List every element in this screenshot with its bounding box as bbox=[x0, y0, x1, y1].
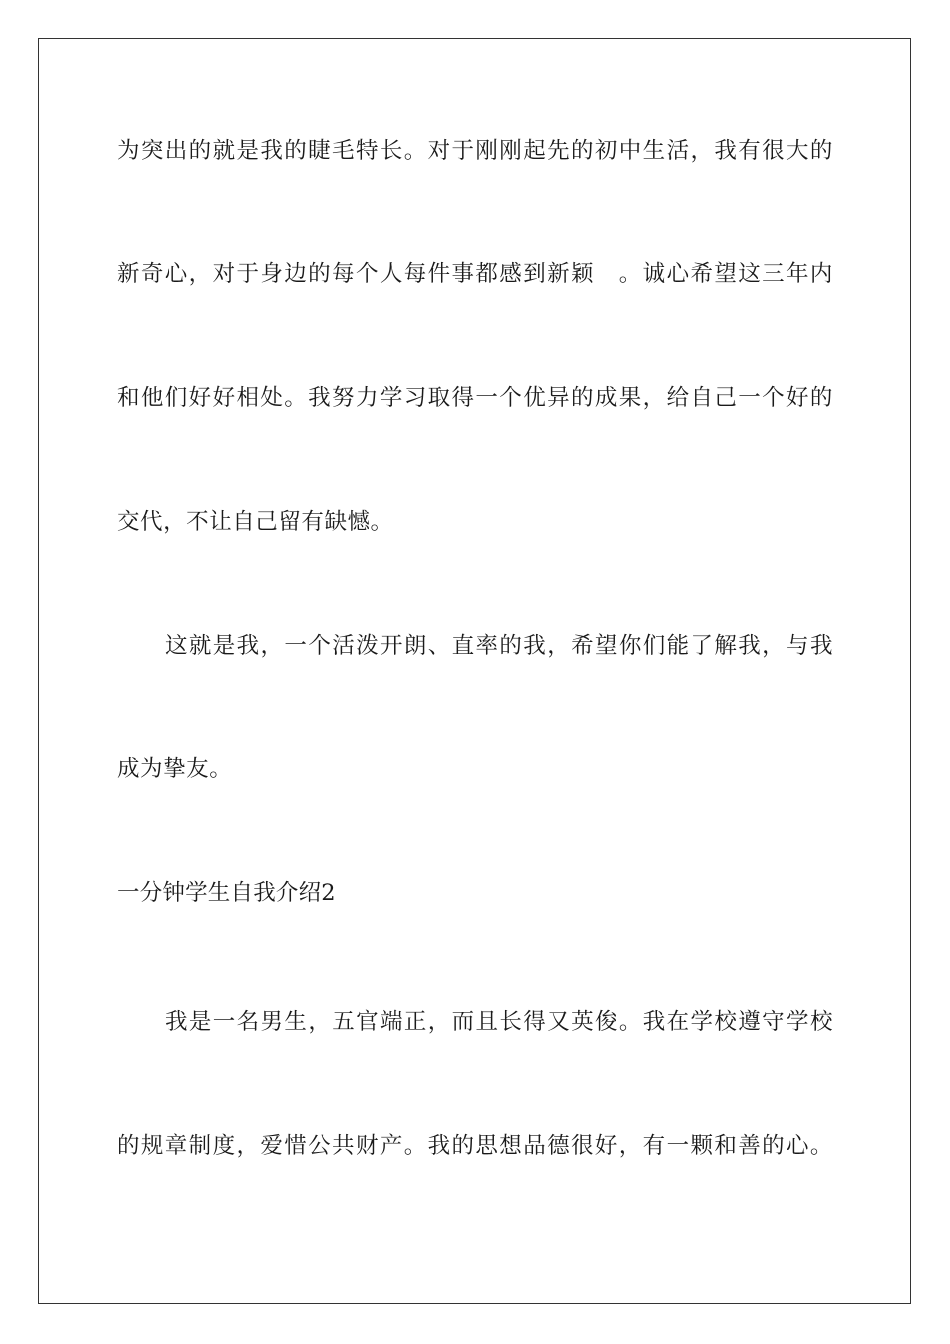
paragraph-3-line-2: 的规章制度，爱惜公共财产。我的思想品德很好，有一颗和善的心。 bbox=[117, 1133, 833, 1159]
paragraph-1-line-2: 新奇心，对于身边的每个人每件事都感到新颖 。诚心希望这三年内 bbox=[117, 261, 833, 287]
paragraph-1-line-4: 交代，不让自己留有缺憾。 bbox=[117, 509, 394, 535]
section-heading: 一分钟学生自我介绍2 bbox=[117, 880, 336, 906]
paragraph-1-line-1: 为突出的就是我的睫毛特长。对于刚刚起先的初中生活，我有很大的 bbox=[117, 138, 833, 164]
paragraph-1-line-3: 和他们好好相处。我努力学习取得一个优异的成果，给自己一个好的 bbox=[117, 385, 833, 411]
paragraph-2-line-2: 成为挚友。 bbox=[117, 756, 233, 782]
paragraph-2-line-1: 这就是我，一个活泼开朗、直率的我，希望你们能了解我，与我 bbox=[165, 633, 833, 659]
page-border bbox=[38, 38, 911, 1304]
paragraph-3-line-1: 我是一名男生，五官端正，而且长得又英俊。我在学校遵守学校 bbox=[165, 1009, 833, 1035]
